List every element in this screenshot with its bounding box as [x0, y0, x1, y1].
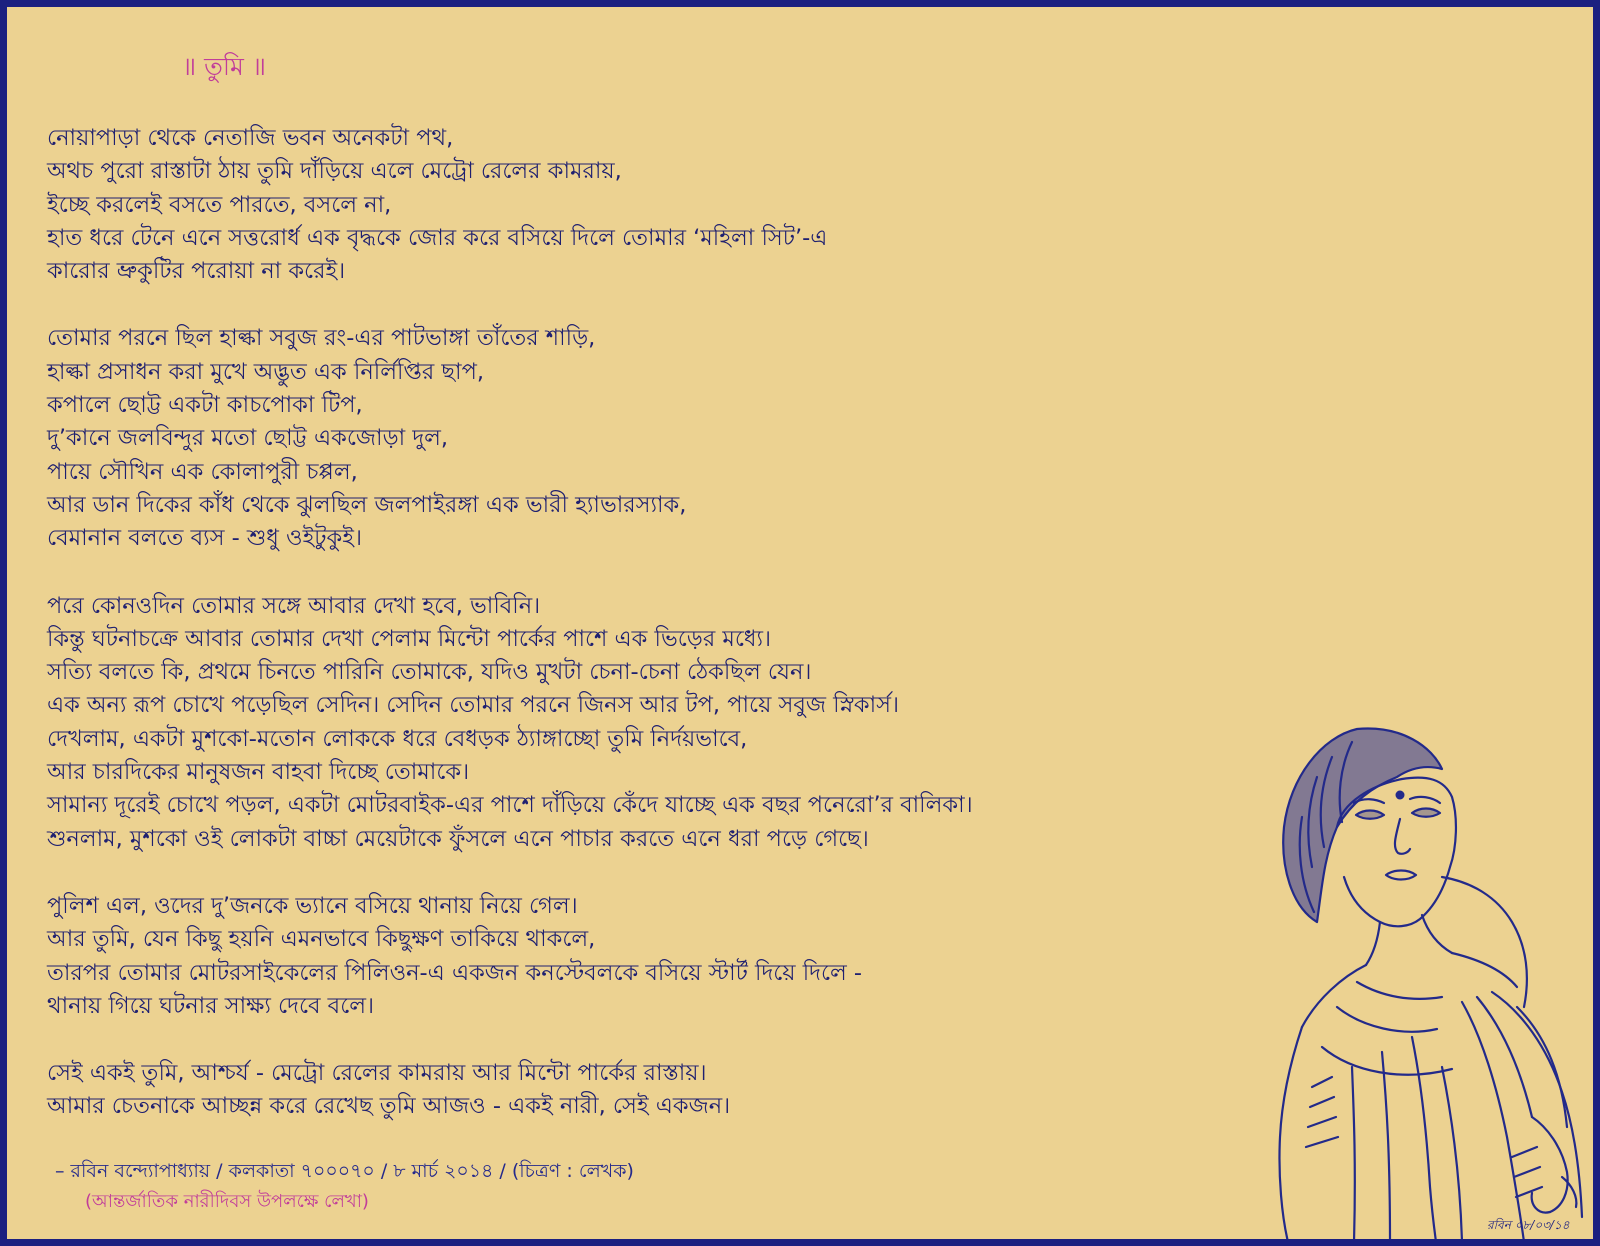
poem-line: পায়ে সৌখিন এক কোলাপুরী চপ্পল,: [47, 458, 358, 485]
stanza: [47, 122, 1277, 288]
poem-body: [47, 122, 1277, 1158]
poem-line: সামান্য দূরেই চোখে পড়ল, একটা মোটরবাইক-এর পাশে দাঁড়িয়ে কেঁদে যাচ্ছে এক বছর পনেরো’র বালিকা।: [47, 792, 973, 819]
poem-line: হাল্কা প্রসাধন করা মুখে অদ্ভুত এক নির্লিপ্তির ছাপ,: [47, 358, 484, 385]
poem-line: কারোর ভ্রুকুটির পরোয়া না করেই।: [47, 258, 346, 285]
poem-line: পরে কোনওদিন তোমার সঙ্গে আবার দেখা হবে, ভাবিনি।: [47, 592, 541, 619]
poem-line: কপালে ছোট্ট একটা কাচপোকা টিপ,: [47, 392, 363, 419]
stanza: [47, 890, 1277, 1023]
poem-line: দেখলাম, একটা মুশকো-মতোন লোককে ধরে বেধড়ক ঠ্যাঙ্গাচ্ছো তুমি নির্দয়ভাবে,: [47, 725, 748, 752]
stanza: [47, 590, 1277, 856]
author-signature: – রবিন বন্দ্যোপাধ্যায় / কলকাতা ৭০০০৭০ / ৮ মার্চ ২০১৪ / (চিত্রণ : লেখক): [55, 1160, 634, 1182]
poem-line: এক অন্য রূপ চোখে পড়েছিল সেদিন। সেদিন তোমার পরনে জিনস আর টপ, পায়ে সবুজ স্নিকার্স।: [47, 692, 900, 719]
poem-line: আর তুমি, যেন কিছু হয়নি এমনভাবে কিছুক্ষণ তাকিয়ে থাকলে,: [47, 926, 596, 953]
occasion-note: (আন্তর্জাতিক নারীদিবস উপলক্ষে লেখা): [85, 1191, 369, 1212]
poem-line: সেই একই তুমি, আশ্চর্য - মেট্রো রেলের কামরায় আর মিন্টো পার্কের রাস্তায়।: [47, 1060, 707, 1087]
poem-line: দু’কানে জলবিন্দুর মতো ছোট্ট একজোড়া দুল,: [47, 425, 449, 452]
poem-line: ইচ্ছে করলেই বসতে পারতে, বসলে না,: [47, 191, 392, 218]
poem-line: হাত ধরে টেনে এনে সত্তরোর্ধ এক বৃদ্ধকে জোর করে বসিয়ে দিলে তোমার ‘মহিলা সিট’-এ: [47, 224, 828, 251]
poem-line: কিন্তু ঘটনাচক্রে আবার তোমার দেখা পেলাম মিন্টো পার্কের পাশে এক ভিড়ের মধ্যে।: [47, 625, 772, 652]
poem-line: পুলিশ এল, ওদের দু’জনকে ভ্যানে বসিয়ে থানায় নিয়ে গেল।: [47, 892, 578, 919]
poem-line: তারপর তোমার মোটরসাইকেলের পিলিওন-এ একজন কনস্টেবলকে বসিয়ে স্টার্ট দিয়ে দিলে -: [47, 959, 863, 986]
poem-line: আর ডান দিকের কাঁধ থেকে ঝুলছিল জলপাইরঙ্গা এক ভারী হ্যাভারস্যাক,: [47, 491, 687, 518]
poem-line: সত্যি বলতে কি, প্রথমে চিনতে পারিনি তোমাকে, যদিও মুখটা চেনা-চেনা ঠেকছিল যেন।: [47, 659, 812, 686]
poem-line: থানায় গিয়ে ঘটনার সাক্ষ্য দেবে বলে।: [47, 992, 375, 1019]
stanza: [47, 1057, 1277, 1124]
poem-line: নোয়াপাড়া থেকে নেতাজি ভবন অনেকটা পথ,: [47, 125, 454, 151]
poem-line: তোমার পরনে ছিল হাল্কা সবুজ রং-এর পাটভাঙ্গা তাঁতের শাড়ি,: [47, 325, 596, 352]
poem-line: বেমানান বলতে ব্যস - শুধু ওইটুকুই।: [47, 525, 363, 552]
poem-title: ॥ তুমি ॥: [182, 52, 266, 81]
poem-line: অথচ পুরো রাস্তাটা ঠায় তুমি দাঁড়িয়ে এলে মেট্রো রেলের কামরায়,: [47, 158, 622, 185]
poem-line: আমার চেতনাকে আচ্ছন্ন করে রেখেছ তুমি আজও - একই নারী, সেই একজন।: [47, 1093, 731, 1120]
stanza: [47, 322, 1277, 555]
woman-sketch-illustration: [1262, 707, 1592, 1242]
poem-line: শুনলাম, মুশকো ওই লোকটা বাচ্চা মেয়েটাকে ফুঁসলে এনে পাচার করতে এনে ধরা পড়ে গেছে।: [47, 825, 869, 852]
sketch-signature: রবিন ০৮/০৩/১৪: [1487, 1218, 1570, 1232]
poem-line: আর চারদিকের মানুষজন বাহবা দিচ্ছে তোমাকে।: [47, 759, 470, 786]
